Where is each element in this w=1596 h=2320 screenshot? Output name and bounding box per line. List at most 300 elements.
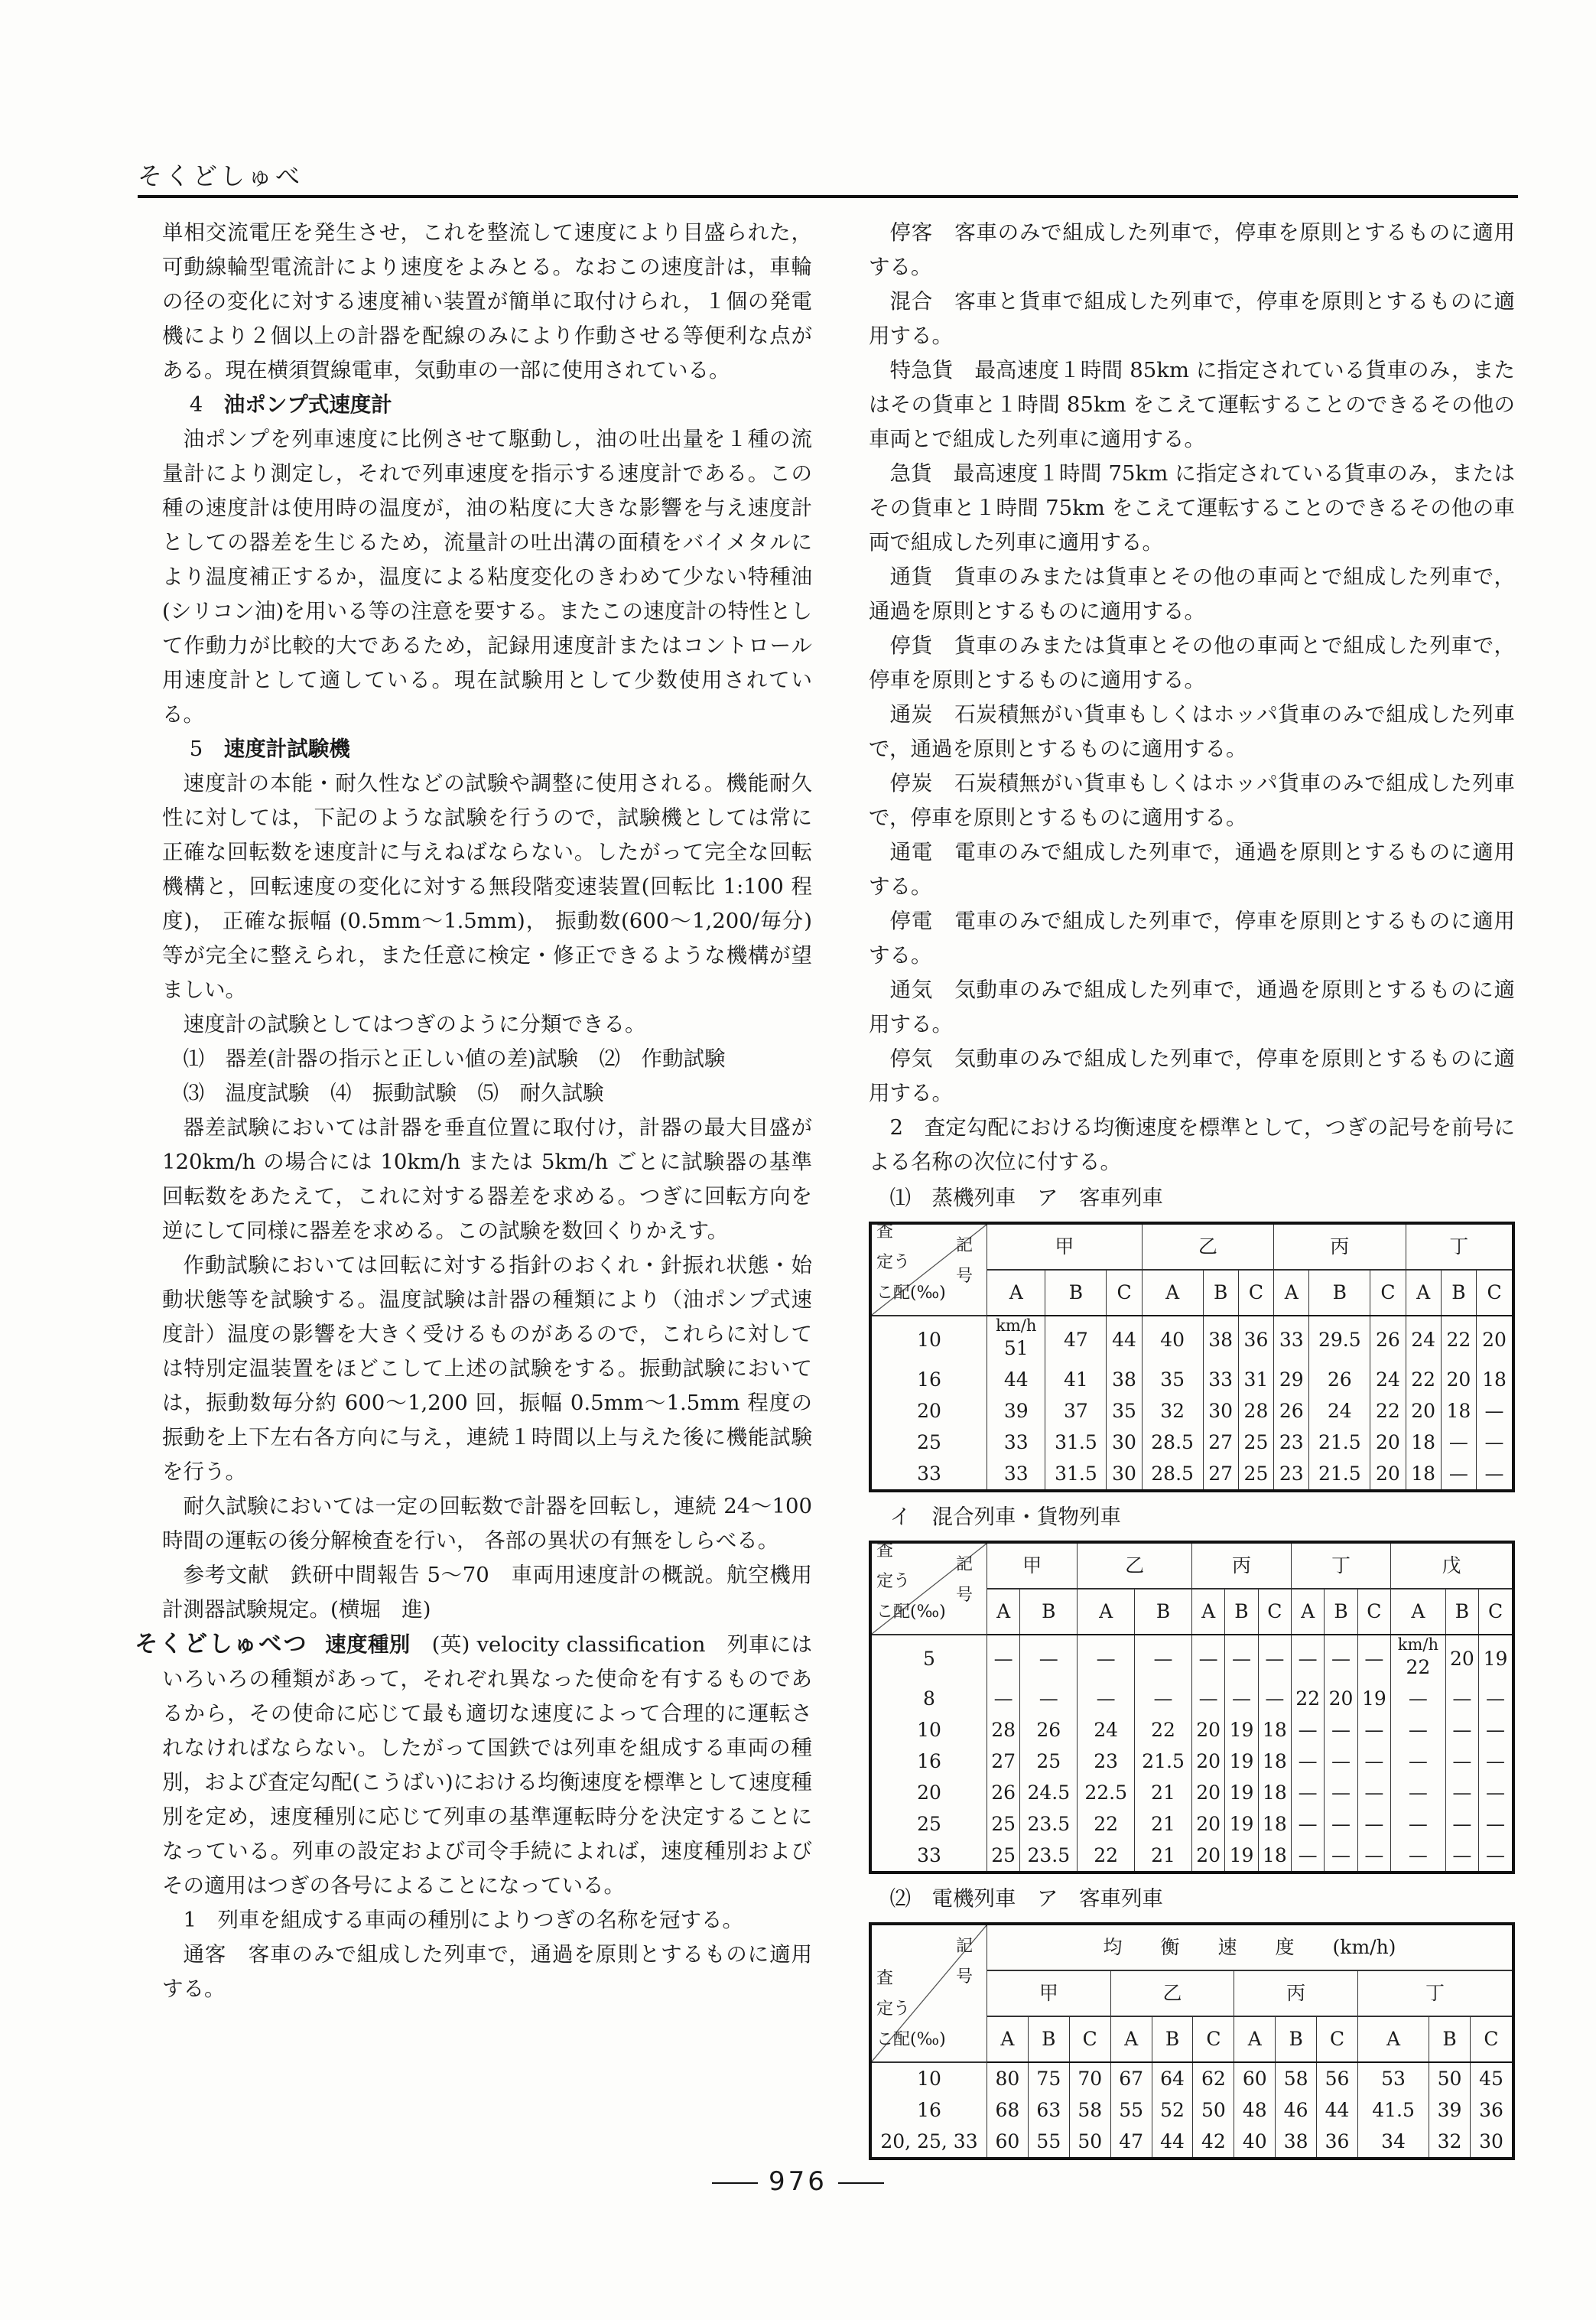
- speed-value: 50: [1078, 2130, 1103, 2152]
- speed-cell: [1325, 1714, 1357, 1746]
- speed-cell: [1238, 1395, 1273, 1427]
- sub-header: B: [1441, 1270, 1476, 1316]
- grade-label: 定う: [876, 1999, 911, 2019]
- speed-value: 56: [1325, 2067, 1350, 2090]
- speed-value: 24.5: [1027, 1781, 1071, 1804]
- speed-cell: [1471, 2094, 1514, 2126]
- speed-cell: [1191, 1777, 1224, 1808]
- speed-value: 20: [1196, 1843, 1221, 1866]
- speed-cell: [1258, 1683, 1291, 1714]
- speed-cell: [1391, 1746, 1446, 1777]
- speed-value: 22: [1295, 1687, 1321, 1710]
- speed-value: —: [1364, 1749, 1384, 1772]
- speed-value: 29.5: [1318, 1329, 1361, 1351]
- speed-value: 21: [1151, 1781, 1175, 1804]
- sub-header: A: [1234, 2016, 1276, 2062]
- speed-value: —: [1231, 1648, 1251, 1670]
- speed-value: —: [1231, 1687, 1251, 1710]
- speed-cell: [1292, 1808, 1325, 1840]
- speed-cell: [1274, 1395, 1309, 1427]
- running-head: そくどしゅべ: [138, 161, 304, 190]
- speed-value: 35: [1112, 1399, 1136, 1422]
- sub-header: B: [1020, 1589, 1078, 1635]
- speed-cell: [1325, 1840, 1357, 1873]
- references: 参考文献 鉄研中間報告 5～70 車両用速度計の概説。航空機用計測器試験規定。(横堀 進): [162, 1563, 812, 1622]
- speed-cell: [987, 1840, 1020, 1873]
- speed-cell: [1191, 1714, 1224, 1746]
- speed-cell: [1107, 1458, 1142, 1491]
- speed-cell: [1479, 1635, 1513, 1683]
- speed-cell: [1078, 1683, 1135, 1714]
- paragraph: 1 列車を組成する車両の種別によりつぎの名称を冠する。: [183, 1908, 743, 1932]
- definition: 停炭 石炭積無がい貨車もしくはホッパ貨車のみで組成した列車で，停車を原則とするものに適用する。: [869, 771, 1515, 830]
- speed-cell: [1479, 1714, 1513, 1746]
- speed-cell: [1225, 1746, 1258, 1777]
- sub-header: C: [1471, 2016, 1514, 2062]
- speed-cell: [1135, 1746, 1192, 1777]
- speed-value: 38: [1283, 2130, 1308, 2152]
- definition: 通気 気動車のみで組成した列車で，通過を原則とするものに適用する。: [869, 978, 1515, 1036]
- speed-cell: [1045, 1427, 1107, 1458]
- group-header: 丁: [1406, 1223, 1513, 1270]
- speed-value: —: [1408, 1749, 1428, 1772]
- speed-value: 20: [1196, 1718, 1221, 1741]
- sub-header: A: [987, 1589, 1020, 1635]
- speed-value: —: [1198, 1687, 1218, 1710]
- speed-cell: [1045, 1364, 1107, 1395]
- speed-cell: [1479, 1746, 1513, 1777]
- speed-cell: [1028, 2062, 1069, 2094]
- speed-cell: [1203, 1427, 1238, 1458]
- grade-cell: 25: [917, 1812, 941, 1835]
- grade-cell: 8: [923, 1687, 935, 1710]
- speed-value: 20: [1196, 1812, 1221, 1835]
- paragraph: 耐久試験においては一定の回転数で計器を回転し，連続 24～100 時間の運転の後分解検査を行い， 各部の異状の有無をしらべる。: [162, 1494, 812, 1553]
- group-header: 丙: [1274, 1223, 1406, 1270]
- speed-cell: [1292, 1777, 1325, 1808]
- speed-value: 20: [1375, 1462, 1400, 1485]
- speed-value: —: [1364, 1781, 1384, 1804]
- speed-value: 18: [1262, 1781, 1287, 1804]
- speed-cell: [1020, 1840, 1078, 1873]
- table-row: [870, 1458, 1513, 1491]
- speed-cell: [1309, 1458, 1370, 1491]
- speed-value: 18: [1262, 1812, 1287, 1835]
- speed-cell: [1370, 1427, 1406, 1458]
- entry-reading: そくどしゅべつ: [135, 1631, 309, 1658]
- sub-header: C: [1477, 1270, 1513, 1316]
- speed-cell: [1358, 2126, 1429, 2159]
- speed-value: 20: [1196, 1749, 1221, 1772]
- sub-header: C: [1479, 1589, 1513, 1635]
- speed-value: 24: [1094, 1718, 1119, 1741]
- speed-cell: [987, 1683, 1020, 1714]
- table-row: [870, 1840, 1513, 1873]
- speed-cell: [1107, 1427, 1142, 1458]
- speed-value: —: [1298, 1843, 1318, 1866]
- header-rule: [138, 195, 1518, 198]
- speed-cell: [1020, 1808, 1078, 1840]
- group-header: 乙: [1110, 1970, 1234, 2016]
- speed-cell: [1274, 1364, 1309, 1395]
- speed-value: 22: [1406, 1656, 1431, 1678]
- speed-value: —: [1408, 1843, 1428, 1866]
- speed-cell: [1357, 1683, 1390, 1714]
- sub-header: B: [1325, 1589, 1357, 1635]
- grade-cell: 16: [917, 1368, 941, 1391]
- definition: 急貨 最高速度１時間 75km に指定されている貨車のみ，またはその貨車と１時間 75km をこえて運転することのできるその他の車両で組成した列車に適用する。: [869, 461, 1515, 555]
- speed-cell: [1317, 2094, 1358, 2126]
- speed-cell: [1020, 1777, 1078, 1808]
- speed-value: 26: [1279, 1399, 1304, 1422]
- speed-cell: [1357, 1746, 1390, 1777]
- diagonal-header-cell: [870, 1542, 987, 1635]
- speed-cell: [1203, 1316, 1238, 1364]
- speed-value: 41: [1064, 1368, 1088, 1391]
- speed-cell: [1078, 1635, 1135, 1683]
- speed-value: 32: [1160, 1399, 1185, 1422]
- speed-value: 31: [1243, 1368, 1269, 1391]
- speed-cell: [1276, 2126, 1317, 2159]
- paragraph: 2 査定勾配における均衡速度を標準として，つぎの記号を前号による名称の次位に付する。: [869, 1115, 1515, 1174]
- sub-header: B: [1225, 1589, 1258, 1635]
- speed-cell: [1258, 1714, 1291, 1746]
- speed-cell: [1292, 1746, 1325, 1777]
- table-row: [870, 1714, 1513, 1746]
- test-list-line: ⑴ 器差(計器の指示と正しい値の差)試験 ⑵ 作動試験: [183, 1046, 726, 1071]
- speed-value: —: [1452, 1781, 1472, 1804]
- speed-cell: [1020, 1714, 1078, 1746]
- speed-cell: [1445, 1635, 1478, 1683]
- speed-cell: [1258, 1840, 1291, 1873]
- speed-value: 33: [1208, 1368, 1234, 1391]
- speed-value: 47: [1119, 2130, 1144, 2152]
- speed-cell: [1441, 1427, 1476, 1458]
- symbol-label: 記: [955, 1236, 973, 1255]
- speed-cell: [1258, 1777, 1291, 1808]
- group-header: 丙: [1191, 1542, 1291, 1589]
- table-row: [870, 1395, 1513, 1427]
- super-header: 均 衡 速 度 (km/h): [987, 1924, 1514, 1970]
- speed-cell: [1107, 1395, 1142, 1427]
- speed-cell: [1445, 1714, 1478, 1746]
- speed-table: [869, 1922, 1515, 2160]
- table-row: [870, 1746, 1513, 1777]
- sub-header: A: [1191, 1589, 1224, 1635]
- speed-value: 27: [1208, 1462, 1234, 1485]
- speed-cell: [1471, 2062, 1514, 2094]
- speed-value: 53: [1381, 2067, 1406, 2090]
- speed-value: 24: [1411, 1329, 1436, 1351]
- speed-cell: [1225, 1714, 1258, 1746]
- speed-cell: [1391, 1808, 1446, 1840]
- speed-cell: [1234, 2094, 1276, 2126]
- section-heading-5: [162, 732, 812, 766]
- speed-cell: [1238, 1316, 1273, 1364]
- speed-value: —: [1331, 1749, 1351, 1772]
- speed-cell: [1191, 1808, 1224, 1840]
- section-title: 油ポンプ式速度計: [223, 392, 392, 417]
- speed-value: 26: [1327, 1368, 1352, 1391]
- speed-value: —: [1486, 1718, 1506, 1741]
- speed-cell: [1406, 1458, 1441, 1491]
- speed-value: —: [1364, 1843, 1384, 1866]
- speed-cell: [1357, 1840, 1390, 1873]
- speed-value: 39: [1437, 2098, 1462, 2121]
- speed-value: 27: [991, 1749, 1016, 1772]
- speed-value: —: [1408, 1718, 1428, 1741]
- speed-value: 60: [995, 2130, 1020, 2152]
- sub-header: A: [1274, 1270, 1309, 1316]
- speed-cell: [1317, 2062, 1358, 2094]
- speed-value: 47: [1064, 1329, 1088, 1351]
- speed-value: —: [1298, 1648, 1318, 1670]
- speed-value: —: [1039, 1648, 1058, 1670]
- speed-cell: [1471, 2126, 1514, 2159]
- speed-value: 23.5: [1027, 1812, 1071, 1835]
- speed-value: —: [1484, 1462, 1504, 1485]
- speed-value: 42: [1201, 2130, 1226, 2152]
- speed-cell: [1445, 1777, 1478, 1808]
- definition: 通電 電車のみで組成した列車で，通過を原則とするものに適用する。: [869, 840, 1515, 899]
- speed-value: 35: [1160, 1368, 1185, 1391]
- speed-cell: [1391, 1777, 1446, 1808]
- group-header: 甲: [987, 1970, 1111, 2016]
- speed-cell: [1391, 1683, 1446, 1714]
- grade-cell: 10: [917, 1329, 941, 1351]
- speed-cell: [1135, 1777, 1192, 1808]
- speed-cell: [1325, 1683, 1357, 1714]
- speed-value: 68: [995, 2098, 1020, 2121]
- section-heading-4: [162, 388, 812, 422]
- sub-header: B: [1135, 1589, 1192, 1635]
- speed-value: 21.5: [1318, 1462, 1361, 1485]
- speed-value: —: [1198, 1648, 1218, 1670]
- sub-header: A: [987, 2016, 1029, 2062]
- speed-value: 20: [1446, 1368, 1471, 1391]
- speed-value: 21: [1151, 1812, 1175, 1835]
- grade-label: 定う: [876, 1253, 911, 1272]
- speed-value: 28: [991, 1718, 1016, 1741]
- speed-value: 19: [1229, 1843, 1254, 1866]
- speed-value: 24: [1375, 1368, 1400, 1391]
- speed-cell: [1191, 1683, 1224, 1714]
- speed-cell: [1391, 1840, 1446, 1873]
- speed-value: 22: [1094, 1812, 1119, 1835]
- grade-cell: 33: [917, 1843, 941, 1866]
- speed-cell: [1020, 1746, 1078, 1777]
- speed-value: —: [1484, 1430, 1504, 1453]
- speed-cell: [987, 2094, 1029, 2126]
- speed-cell: [1325, 1746, 1357, 1777]
- speed-value: —: [1486, 1812, 1506, 1835]
- speed-value: 33: [1003, 1430, 1029, 1453]
- speed-value: —: [1452, 1843, 1472, 1866]
- speed-cell: [1069, 2062, 1110, 2094]
- speed-cell: [1225, 1635, 1258, 1683]
- sub-header: C: [1193, 2016, 1234, 2062]
- unit-label: km/h: [996, 1316, 1037, 1335]
- speed-cell: [1152, 2094, 1193, 2126]
- speed-cell: [1445, 1840, 1478, 1873]
- speed-cell: [1477, 1395, 1513, 1427]
- speed-value: —: [1153, 1687, 1173, 1710]
- speed-cell: [1429, 2062, 1471, 2094]
- speed-value: —: [1448, 1462, 1468, 1485]
- dash: [838, 2182, 884, 2184]
- sub-header: B: [1429, 2016, 1471, 2062]
- speed-cell: [1078, 1746, 1135, 1777]
- speed-value: 26: [991, 1781, 1016, 1804]
- speed-value: 55: [1119, 2098, 1144, 2121]
- speed-cell: [1477, 1364, 1513, 1395]
- speed-cell: [1358, 2062, 1429, 2094]
- speed-value: 25: [1243, 1430, 1269, 1453]
- speed-value: 22: [1446, 1329, 1471, 1351]
- speed-cell: [1441, 1458, 1476, 1491]
- speed-value: —: [1039, 1687, 1058, 1710]
- speed-value: 48: [1242, 2098, 1267, 2121]
- paragraph: 油ポンプを列車速度に比例させて駆動し，油の吐出量を１種の流量計により測定し，それで列車速度を指示する速度計である。この種の速度計は使用時の温度が，油の粘度に大きな影響を与え速度計としての器差を生じるため，流量計の吐出溝の面積をバイメタルにより温度補正するか，温度による粘度変化のきわめて少ない特種油(シリコン油)を用いる等の注意を要する。またこの速度計の特性として作動力が比較的大であるため，記録用速度計またはコントロール用速度計として適している。現在試験用として少数使用されている。: [162, 427, 812, 727]
- definitions-list: [869, 216, 1515, 1111]
- group-header: 戊: [1391, 1542, 1513, 1589]
- definition: 停貨 貨車のみまたは貨車とその他の車両とで組成した列車で，停車を原則とするものに適用する。: [869, 633, 1515, 692]
- speed-cell: [1445, 1808, 1478, 1840]
- speed-value: 18: [1262, 1749, 1287, 1772]
- speed-cell: [1370, 1316, 1406, 1364]
- speed-value: 21: [1151, 1843, 1175, 1866]
- speed-cell: [1203, 1395, 1238, 1427]
- speed-value: 21.5: [1318, 1430, 1361, 1453]
- speed-cell: [1225, 1840, 1258, 1873]
- definition: 停電 電車のみで組成した列車で，停車を原則とするものに適用する。: [869, 909, 1515, 968]
- speed-cell: [1069, 2126, 1110, 2159]
- grade-label: こ配(‰): [876, 1284, 946, 1303]
- grade-cell: 16: [917, 1749, 941, 1772]
- speed-cell: [987, 1635, 1020, 1683]
- table-row: [870, 1427, 1513, 1458]
- speed-value: 32: [1437, 2130, 1462, 2152]
- speed-cell: [1406, 1427, 1441, 1458]
- speed-cell: [1135, 1714, 1192, 1746]
- speed-value: —: [1298, 1718, 1318, 1741]
- speed-cell: [1317, 2126, 1358, 2159]
- grade-cell: 20, 25, 33: [880, 2130, 978, 2152]
- speed-cell: [1441, 1395, 1476, 1427]
- unit-label: km/h: [1397, 1635, 1438, 1654]
- section-title: 速度計試験機: [223, 737, 350, 761]
- sub-header: C: [1370, 1270, 1406, 1316]
- speed-cell: [1391, 1714, 1446, 1746]
- grade-cell: 10: [917, 2067, 941, 2090]
- speed-value: 70: [1078, 2067, 1103, 2090]
- group-header: 丁: [1358, 1970, 1513, 2016]
- speed-cell: [1309, 1364, 1370, 1395]
- sub-header: B: [1028, 2016, 1069, 2062]
- sub-header: B: [1152, 2016, 1193, 2062]
- speed-cell: [987, 1458, 1045, 1491]
- group-header: 丁: [1292, 1542, 1391, 1589]
- grade-label: 定う: [876, 1572, 911, 1591]
- speed-value: —: [1486, 1749, 1506, 1772]
- speed-value: —: [1331, 1812, 1351, 1835]
- speed-cell: [1357, 1635, 1390, 1683]
- grade-cell: 33: [917, 1462, 941, 1485]
- speed-cell: [987, 1808, 1020, 1840]
- speed-cell: [1078, 1714, 1135, 1746]
- speed-cell: [1142, 1395, 1203, 1427]
- section-number: 4: [189, 392, 203, 417]
- speed-value: —: [1452, 1749, 1472, 1772]
- speed-cell: [1142, 1364, 1203, 1395]
- speed-value: 22.5: [1084, 1781, 1127, 1804]
- speed-value: —: [1364, 1648, 1384, 1670]
- grade-label: 査: [876, 1222, 894, 1241]
- speed-cell: [1191, 1746, 1224, 1777]
- speed-cell: [987, 1777, 1020, 1808]
- speed-cell: [1238, 1458, 1273, 1491]
- speed-value: 30: [1112, 1430, 1136, 1453]
- speed-cell: [1357, 1777, 1390, 1808]
- speed-cell: [1142, 1427, 1203, 1458]
- speed-cell: [1225, 1683, 1258, 1714]
- speed-cell: [1406, 1395, 1441, 1427]
- definition: 特急貨 最高速度１時間 85km に指定されている貨車のみ，またはその貨車と１時間 85km をこえて運転することのできるその他の車両とで組成した列車に適用する。: [869, 358, 1515, 451]
- table-row: [870, 1808, 1513, 1840]
- speed-cell: [1020, 1683, 1078, 1714]
- speed-cell: [1028, 2126, 1069, 2159]
- grade-cell: 5: [923, 1648, 935, 1670]
- speed-value: —: [1364, 1718, 1384, 1741]
- speed-cell: [1370, 1395, 1406, 1427]
- speed-cell: [1069, 2094, 1110, 2126]
- speed-cell: [1274, 1458, 1309, 1491]
- speed-cell: [1370, 1458, 1406, 1491]
- speed-value: —: [1408, 1812, 1428, 1835]
- speed-cell: [1274, 1316, 1309, 1364]
- table-row: [870, 1683, 1513, 1714]
- speed-table: [869, 1541, 1515, 1874]
- speed-value: 64: [1160, 2067, 1185, 2090]
- speed-cell: [1391, 1635, 1446, 1683]
- speed-cell: [1238, 1427, 1273, 1458]
- speed-value: —: [1448, 1430, 1468, 1453]
- speed-value: 25: [1243, 1462, 1269, 1485]
- speed-value: —: [1331, 1843, 1351, 1866]
- paragraph: 単相交流電圧を発生させ，これを整流して速度により目盛られた，可動線輪型電流計により速度をよみとる。なおこの速度計は，車輪の径の変化に対する速度補い装置が簡単に取付けられ，１個の発電機により２個以上の計器を配線のみにより作動させる等便利な点がある。現在横須賀線電車，気動車の一部に使用されている。: [162, 220, 812, 382]
- table-row: [870, 1777, 1513, 1808]
- speed-cell: [1142, 1458, 1203, 1491]
- speed-cell: [1370, 1364, 1406, 1395]
- speed-cell: [987, 1316, 1045, 1364]
- paragraph: 作動試験においては回転に対する指針のおくれ・針振れ状態・始動状態等を試験する。温度試験は計器の種類により（油ポンプ式速度計）温度の影響を大きく受けるものがあるので，これらに対しては特別定温装置をほどこして上述の試験をする。振動試験においては，振動数毎分約 600～1,200 回，振幅 0.5mm～1.5mm 程度の振動を上下左右各方向に与え，連続１時間以上与えた後に機能試験を行う。: [162, 1253, 812, 1484]
- speed-value: 22: [1094, 1843, 1119, 1866]
- speed-cell: [1406, 1364, 1441, 1395]
- speed-value: 20: [1411, 1399, 1436, 1422]
- speed-value: 45: [1479, 2067, 1503, 2090]
- speed-value: —: [1452, 1687, 1472, 1710]
- diagonal-header-cell: [870, 1223, 987, 1316]
- table-row: [870, 2062, 1513, 2094]
- speed-value: 25: [1036, 1749, 1061, 1772]
- speed-cell: [1225, 1777, 1258, 1808]
- speed-cell: [1479, 1808, 1513, 1840]
- speed-value: —: [1452, 1718, 1472, 1741]
- sub-header: A: [987, 1270, 1045, 1316]
- sub-header: A: [1358, 2016, 1429, 2062]
- speed-cell: [1441, 1364, 1476, 1395]
- speed-value: 38: [1208, 1329, 1234, 1351]
